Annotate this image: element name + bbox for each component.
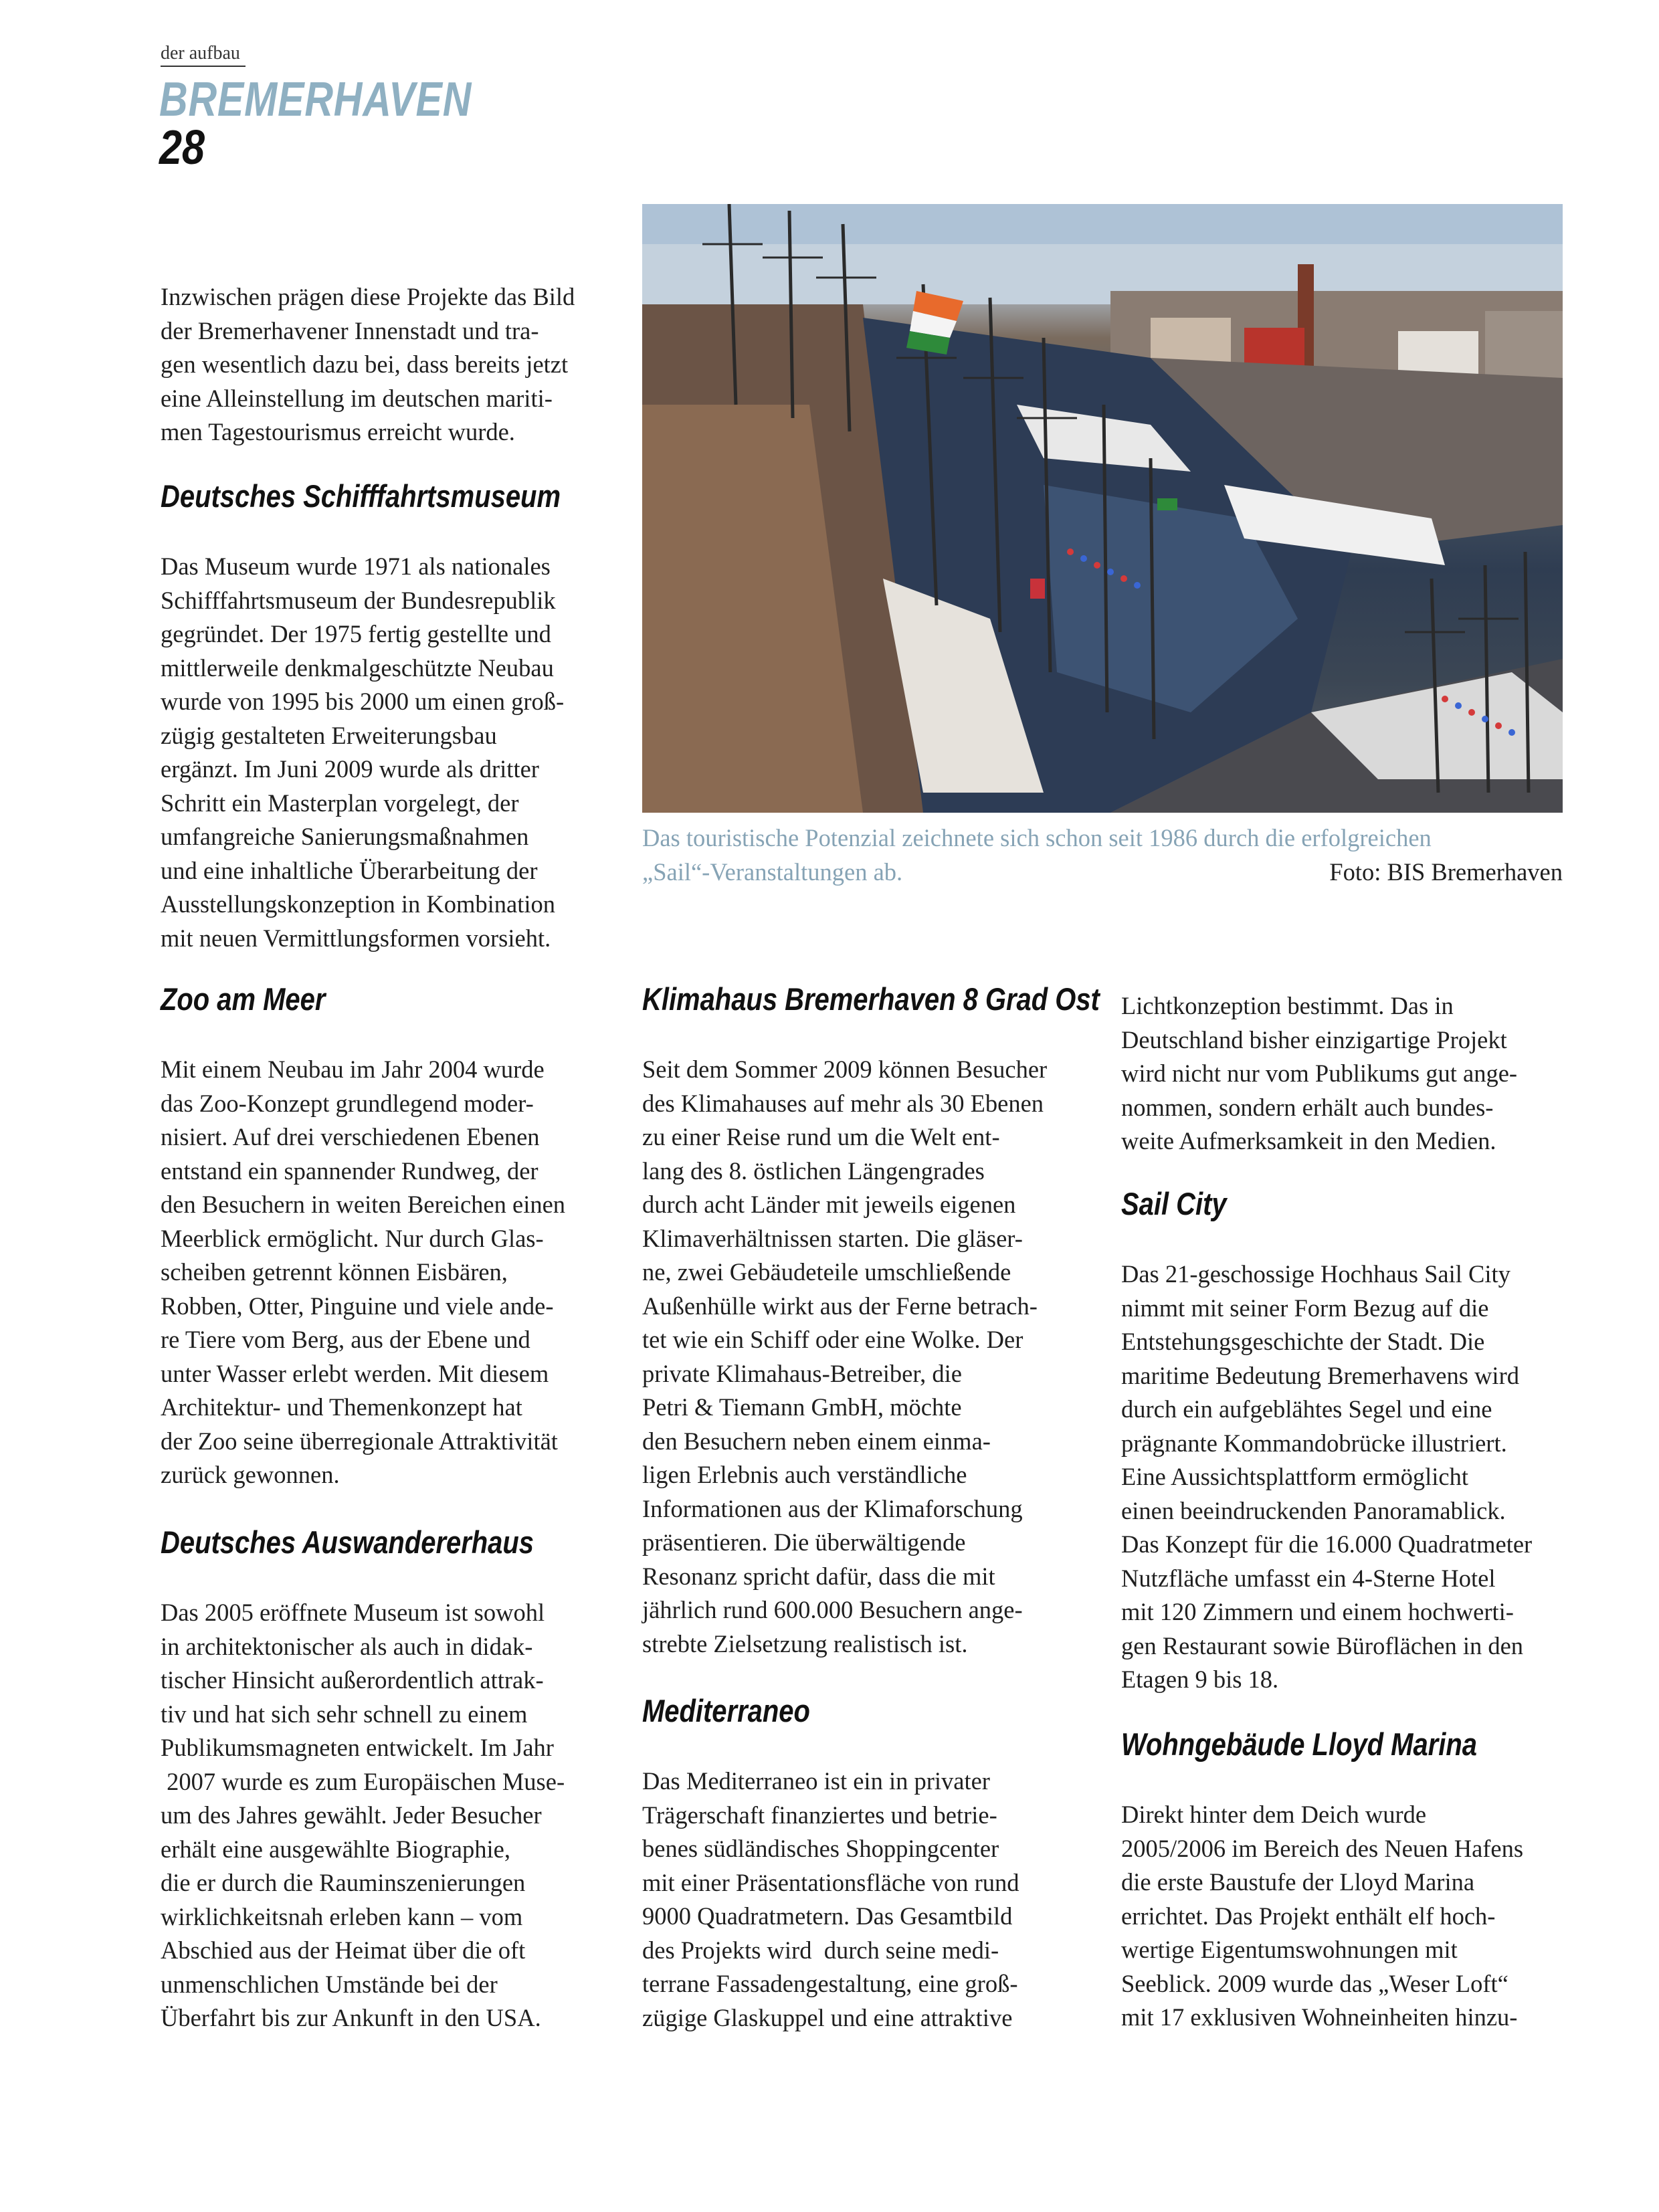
text-line: wertige Eigentumswohnungen mit xyxy=(1121,1936,1458,1963)
text-line: Nutzfläche umfasst ein 4-Sterne Hotel xyxy=(1121,1564,1496,1592)
text-line: Petri & Tiemann GmbH, möchte xyxy=(642,1393,962,1421)
photo-caption-line: „Sail“-Veranstaltungen ab. xyxy=(642,858,903,886)
text-line: Resonanz spricht dafür, dass die mit xyxy=(642,1562,995,1590)
text-line: 2007 wurde es zum Europäischen Muse- xyxy=(161,1767,565,1795)
text-line: Publikumsmagneten entwickelt. Im Jahr xyxy=(161,1734,554,1761)
text-line: Das 2005 eröffnete Museum ist sowohl xyxy=(161,1599,545,1626)
section-body-continued xyxy=(1121,989,1576,1159)
text-line: Eine Aussichtsplattform ermöglicht xyxy=(1121,1463,1469,1490)
section-heading: Deutsches Auswandererhaus xyxy=(161,1524,534,1560)
text-line: men Tagestourismus erreicht wurde. xyxy=(161,418,515,445)
text-line: Lichtkonzeption bestimmt. Das in xyxy=(1121,992,1454,1019)
text-line: in architektonischer als auch in didak- xyxy=(161,1632,533,1660)
text-line: einen beeindruckenden Panoramablick. xyxy=(1121,1496,1506,1524)
text-line: Ausstellungskonzeption in Kombination xyxy=(161,890,556,918)
harbour-photo xyxy=(642,204,1563,813)
text-line: gen Restaurant sowie Büroflächen in den xyxy=(1121,1631,1524,1660)
text-line: Trägerschaft finanziertes und betrie- xyxy=(642,1801,997,1829)
text-line: re Tiere vom Berg, aus der Ebene und xyxy=(161,1326,530,1353)
text-line: Schifffahrtsmuseum der Bundesrepublik xyxy=(161,586,556,614)
text-line: Außenhülle wirkt aus der Ferne betrach- xyxy=(642,1292,1038,1320)
section-body xyxy=(161,1596,615,2035)
text-line: benes südländisches Shoppingcenter xyxy=(642,1835,999,1862)
text-line: jährlich rund 600.000 Besuchern ange- xyxy=(642,1596,1023,1623)
text-line: die er durch die Rauminszenierungen xyxy=(161,1869,526,1896)
text-line: Inzwischen prägen diese Projekte das Bild xyxy=(161,283,575,310)
text-line: Mit einem Neubau im Jahr 2004 wurde xyxy=(161,1055,545,1083)
text-line: 2005/2006 im Bereich des Neuen Hafens xyxy=(1121,1834,1524,1862)
text-line: Das Konzept für die 16.000 Quadratmeter xyxy=(1121,1530,1533,1558)
text-line: scheiben getrennt können Eisbären, xyxy=(161,1258,508,1286)
text-line: mit einer Präsentationsfläche von rund xyxy=(642,1868,1019,1896)
text-line: zu einer Reise rund um die Welt ent- xyxy=(642,1123,1000,1150)
text-line: Seit dem Sommer 2009 können Besucher xyxy=(642,1055,1048,1083)
text-line: terrane Fassadengestaltung, eine groß- xyxy=(642,1970,1018,1997)
publication-title: BREMERHAVEN xyxy=(159,73,472,126)
text-line: mittlerweile denkmalgeschützte Neubau xyxy=(161,653,554,682)
section-body xyxy=(161,550,615,955)
section-heading: Klimahaus Bremerhaven 8 Grad Ost xyxy=(642,981,1100,1017)
text-line: den Besuchern neben einem einma- xyxy=(642,1427,991,1455)
text-line: Direkt hinter dem Deich wurde xyxy=(1121,1801,1427,1828)
text-line: 9000 Quadratmetern. Das Gesamtbild xyxy=(642,1902,1013,1930)
text-line: Überfahrt bis zur Ankunft in den USA. xyxy=(161,2004,541,2031)
text-line: Informationen aus der Klimaforschung xyxy=(642,1494,1023,1522)
text-line: umfangreiche Sanierungsmaßnahmen xyxy=(161,823,529,850)
text-line: Etagen 9 bis 18. xyxy=(1121,1666,1279,1693)
text-line: errichtet. Das Projekt enthält elf hoch- xyxy=(1121,1902,1496,1930)
text-line: gen wesentlich dazu bei, dass bereits jetzt xyxy=(161,350,569,378)
text-line: nimmt mit seiner Form Bezug auf die xyxy=(1121,1294,1489,1322)
text-line: den Besuchern in weiten Bereichen einen xyxy=(161,1191,566,1218)
text-line: wurde von 1995 bis 2000 um einen groß- xyxy=(161,688,565,715)
text-line: des Projekts wird durch seine medi- xyxy=(642,1936,999,1964)
text-line: eine Alleinstellung im deutschen mariti- xyxy=(161,384,553,412)
text-line: Klimaverhältnissen starten. Die gläser- xyxy=(642,1224,1023,1252)
text-line: Abschied aus der Heimat über die oft xyxy=(161,1936,526,1964)
section-body xyxy=(642,1765,1097,2035)
text-line: private Klimahaus-Betreiber, die xyxy=(642,1359,962,1387)
text-line: Deutschland bisher einzigartige Projekt xyxy=(1121,1025,1507,1053)
text-line: strebte Zielsetzung realistisch ist. xyxy=(642,1629,968,1657)
text-line: des Klimahauses auf mehr als 30 Ebenen xyxy=(642,1089,1044,1117)
text-line: durch acht Länder mit jeweils eigenen xyxy=(642,1191,1016,1218)
text-line: Das Mediterraneo ist ein in privater xyxy=(642,1767,990,1795)
text-line: maritime Bedeutung Bremerhavens wird xyxy=(1121,1361,1519,1389)
section-heading: Zoo am Meer xyxy=(161,981,326,1017)
text-line: Architektur- und Themenkonzept hat xyxy=(161,1393,522,1421)
text-line: der Bremerhavener Innenstadt und tra- xyxy=(161,316,539,344)
text-line: der Zoo seine überregionale Attraktivität xyxy=(161,1427,558,1455)
text-line: ne, zwei Gebäudeteile umschließende xyxy=(642,1258,1011,1286)
section-heading: Mediterraneo xyxy=(642,1693,810,1728)
section-body xyxy=(1121,1258,1576,1697)
harbour-illustration xyxy=(642,204,1563,813)
page-number: 28 xyxy=(159,121,205,175)
text-line: gegründet. Der 1975 fertig gestellte und xyxy=(161,620,551,647)
text-line: zügige Glaskuppel und eine attraktive xyxy=(642,2003,1013,2031)
intro-paragraph xyxy=(161,280,615,449)
text-line: tischer Hinsicht außerordentlich attrak- xyxy=(161,1666,544,1694)
text-line: prägnante Kommandobrücke illustriert. xyxy=(1121,1429,1507,1457)
text-line: Seeblick. 2009 wurde das „Weser Loft“ xyxy=(1121,1969,1508,1997)
section-body xyxy=(1121,1798,1576,2035)
section-body xyxy=(161,1053,615,1492)
section-kicker: der aufbau xyxy=(161,43,246,67)
text-line: Das 21-geschossige Hochhaus Sail City xyxy=(1121,1260,1510,1288)
text-line: Robben, Otter, Pinguine und viele ande- xyxy=(161,1292,554,1320)
text-line: Entstehungsgeschichte der Stadt. Die xyxy=(1121,1328,1485,1355)
section-heading: Sail City xyxy=(1121,1186,1227,1221)
text-line: ligen Erlebnis auch verständliche xyxy=(642,1461,967,1488)
section-heading: Deutsches Schifffahrtsmuseum xyxy=(161,478,561,514)
text-line: das Zoo-Konzept grundlegend moder- xyxy=(161,1089,534,1117)
photo-caption-line: Das touristische Potenzial zeichnete sich schon seit 1986 durch die erfolgreichen xyxy=(642,824,1432,851)
text-line: mit 120 Zimmern und einem hochwerti- xyxy=(1121,1598,1514,1625)
text-line: und eine inhaltliche Überarbeitung der xyxy=(161,856,538,884)
text-line: um des Jahres gewählt. Jeder Besucher xyxy=(161,1801,542,1829)
section-heading: Wohngebäude Lloyd Marina xyxy=(1121,1726,1477,1762)
text-line: unmenschlichen Umstände bei der xyxy=(161,1970,498,1998)
text-line: ergänzt. Im Juni 2009 wurde als dritter xyxy=(161,755,539,783)
text-line: Meerblick ermöglicht. Nur durch Glas- xyxy=(161,1224,544,1252)
text-line: tet wie ein Schiff oder eine Wolke. Der xyxy=(642,1326,1023,1353)
text-line: lang des 8. östlichen Längengrades xyxy=(642,1157,985,1185)
text-line: wirklichkeitsnah erleben kann – vom xyxy=(161,1902,523,1930)
text-line: Das Museum wurde 1971 als nationales xyxy=(161,552,551,580)
photo-credit: Foto: BIS Bremerhaven xyxy=(1329,858,1563,886)
text-line: mit 17 exklusiven Wohneinheiten hinzu- xyxy=(1121,2003,1518,2031)
text-line: erhält eine ausgewählte Biographie, xyxy=(161,1835,510,1863)
text-line: weite Aufmerksamkeit in den Medien. xyxy=(1121,1127,1496,1154)
text-line: mit neuen Vermittlungsformen vorsieht. xyxy=(161,924,551,952)
text-line: wird nicht nur vom Publikums gut ange- xyxy=(1121,1060,1518,1087)
text-line: nommen, sondern erhält auch bundes- xyxy=(1121,1093,1494,1121)
section-body xyxy=(642,1053,1097,1661)
text-line: präsentieren. Die überwältigende xyxy=(642,1528,966,1556)
text-line: tiv und hat sich sehr schnell zu einem xyxy=(161,1700,528,1728)
text-line: durch ein aufgeblähtes Segel und eine xyxy=(1121,1395,1492,1423)
text-line: Schritt ein Masterplan vorgelegt, der xyxy=(161,789,519,817)
text-line: nisiert. Auf drei verschiedenen Ebenen xyxy=(161,1123,540,1150)
text-line: unter Wasser erlebt werden. Mit diesem xyxy=(161,1359,549,1387)
text-line: zügig gestalteten Erweiterungsbau xyxy=(161,721,497,749)
text-line: die erste Baustufe der Lloyd Marina xyxy=(1121,1868,1475,1896)
text-line: zurück gewonnen. xyxy=(161,1461,340,1488)
text-line: entstand ein spannender Rundweg, der xyxy=(161,1157,539,1185)
